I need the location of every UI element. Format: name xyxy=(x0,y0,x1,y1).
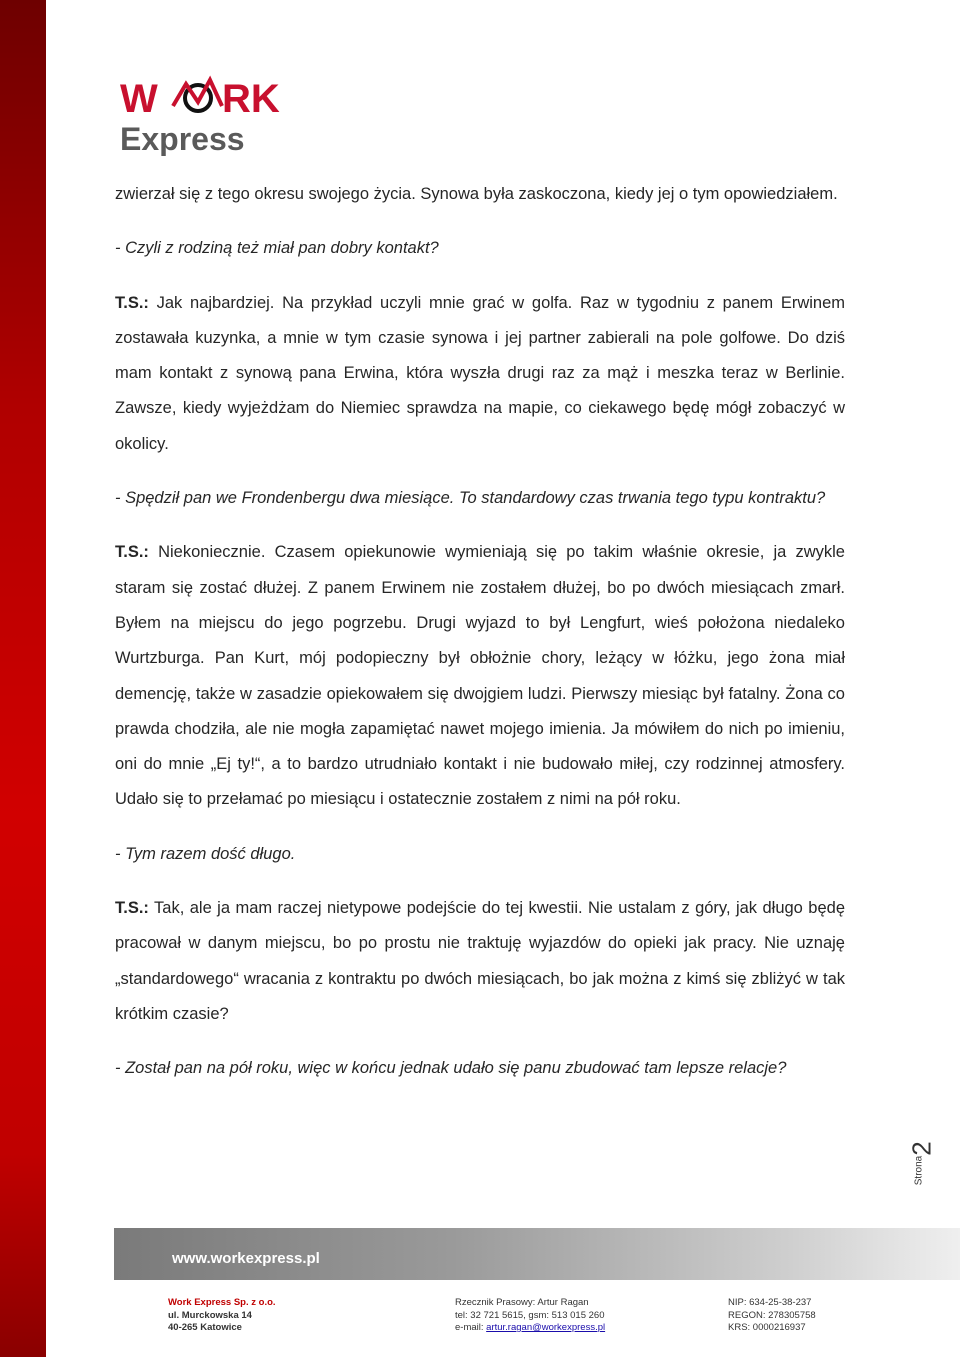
footer-phone: tel: 32 721 5615, gsm: 513 015 260 xyxy=(455,1309,605,1321)
paragraph-text: zwierzał się z tego okresu swojego życia. Synowa była zaskoczona, kiedy jej o tym opowiedziałem. xyxy=(115,185,838,203)
paragraph-text: Jak najbardziej. Na przykład uczyli mnie grać w golfa. Raz w tygodniu z panem Erwinem zostawała kuzynka, a mnie w tym czasie synowa i jej partner zabierali na pole golfowe. Do dziś mam kontakt z synową pana Erwina, która wyszła drugi raz za mąż i meszka teraz w Berlinie. Zawsze, kiedy wyjeżdżam do Niemiec sprawdza na mapie, co ciekawego będę mógł zobaczyć w okolicy. xyxy=(115,293,845,453)
footer-press-info xyxy=(455,1297,605,1335)
footer-email-label: e-mail: xyxy=(455,1322,487,1333)
document-body xyxy=(115,177,845,1106)
footer-company-info xyxy=(168,1297,276,1335)
svg-text:W: W xyxy=(120,77,157,121)
footer-website-link[interactable]: www.workexpress.pl xyxy=(172,1250,320,1267)
footer-krs: KRS: 0000216937 xyxy=(728,1322,806,1333)
page-number-digit: 2 xyxy=(906,1141,937,1156)
paragraph-text: - Czyli z rodziną też miał pan dobry kontakt? xyxy=(115,239,439,258)
paragraph-text: - Tym razem dość długo. xyxy=(115,844,296,863)
speaker-label: T.S.: xyxy=(115,543,149,562)
svg-text:Express: Express xyxy=(120,121,245,156)
paragraph-text: - Spędził pan we Frondenbergu dwa miesiące. To standardowy czas trwania tego typu kontraktu? xyxy=(115,489,826,508)
interview-question xyxy=(115,1051,845,1086)
interview-question xyxy=(115,837,845,872)
paragraph-text: Niekoniecznie. Czasem opiekunowie wymieniają się po takim właśnie okresie, ja zwykle staram się zostać dłużej. Z panem Erwinem nie zostałem dłużej, bo po dwóch miesiącach zmarł. Byłem na miejscu do jego pogrzebu. Drugi wyjazd to był Lengfurt, wieś położona niedaleko Wurtzburga. Pan Kurt, mój podopieczny był obłożnie chory, leżący w łóżku, jego żona miał demencję, także w zasadzie opiekowałem się dwojgiem ludzi. Pierwszy miesiąc był fatalny. Żona co prawda chodziła, ale nie mogła zapamiętać nawet mojego imienia. Ja mówiłem do nich po imieniu, oni do mnie „Ej ty!“, a to bardzo utrudniało kontakt i nie budowało miłej, czy rodzinnej atmosfery. Udało się to przełamać po miesiącu i ostatecznie zostałem z nimi na pół roku. xyxy=(115,543,845,809)
paragraph-text: Tak, ale ja mam raczej nietypowe podejście do tej kwestii. Nie ustalam z góry, jak długo będę pracował w danym miejscu, bo po prostu nie traktuję wyjazdów do opieki jak pracy. Nie uznaję „standardowego“ wracania z kontraktu po dwóch miesiącach, bo jak można z kimś się zbliżyć w tak krótkim czasie? xyxy=(115,899,845,1023)
footer-regon: REGON: 278305758 xyxy=(728,1309,816,1321)
footer-nip: NIP: 634-25-38-237 xyxy=(728,1297,812,1308)
body-paragraph xyxy=(115,177,845,212)
footer-email-line xyxy=(455,1322,605,1335)
footer-email-link[interactable]: artur.ragan@workexpress.pl xyxy=(486,1322,606,1333)
svg-text:RK: RK xyxy=(222,77,280,121)
interview-answer xyxy=(115,286,845,462)
footer-street: ul. Murckowska 14 xyxy=(168,1309,252,1321)
footer-city: 40-265 Katowice xyxy=(168,1322,242,1333)
interview-question xyxy=(115,231,845,266)
speaker-label: T.S.: xyxy=(115,293,149,312)
footer-registration-info xyxy=(728,1297,816,1335)
interview-answer xyxy=(115,891,845,1032)
left-red-bar xyxy=(0,0,46,1357)
speaker-label: T.S.: xyxy=(115,899,149,918)
page-number-label: Strona xyxy=(913,1155,925,1186)
footer-press-title: Rzecznik Prasowy: Artur Ragan xyxy=(455,1297,589,1308)
work-express-logo xyxy=(118,70,288,156)
interview-answer xyxy=(115,535,845,817)
page-number xyxy=(905,1135,935,1195)
interview-question xyxy=(115,481,845,516)
footer-band xyxy=(114,1228,960,1280)
footer-company-name: Work Express Sp. z o.o. xyxy=(168,1297,276,1308)
paragraph-text: - Został pan na pół roku, więc w końcu jednak udało się panu zbudować tam lepsze relacje? xyxy=(115,1059,787,1078)
